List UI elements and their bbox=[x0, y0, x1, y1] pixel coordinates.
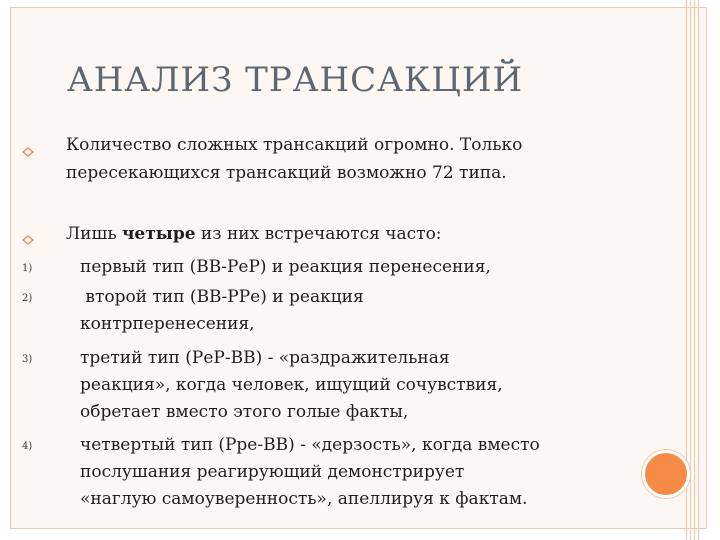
decorative-strip bbox=[686, 0, 700, 540]
item-3-line-2: реакция», когда человек, ищущий сочувствия, bbox=[80, 375, 503, 395]
bullet-1-line-1: Количество сложных трансакций огромно. Только bbox=[66, 135, 523, 155]
hollow-diamond-icon bbox=[22, 142, 34, 152]
slide-title: АНАЛИЗ ТРАНСАКЦИЙ bbox=[67, 60, 524, 100]
list-number-3: 3) bbox=[22, 354, 33, 365]
item-1-line-1: первый тип (ВВ-РеР) и реакция перенесения, bbox=[80, 257, 491, 277]
bullet-2-suffix: из них встречаются часто: bbox=[195, 224, 442, 244]
item-4-line-2: послушания реагирующий демонстрирует bbox=[80, 462, 465, 482]
hollow-diamond-icon bbox=[22, 230, 34, 240]
item-3-line-3: обретает вместо этого голые факты, bbox=[80, 402, 409, 422]
list-number-4: 4) bbox=[22, 441, 33, 452]
item-2-line-2: контрперенесения, bbox=[80, 314, 255, 334]
list-number-2: 2) bbox=[22, 293, 33, 304]
bullet-2-line bbox=[66, 223, 442, 245]
item-2-line-1: второй тип (ВВ-РРе) и реакция bbox=[80, 287, 364, 307]
bullet-2-prefix: Лишь bbox=[66, 224, 122, 244]
decorative-circle bbox=[642, 450, 690, 498]
list-number-1: 1) bbox=[22, 263, 33, 274]
bullet-2-bold: четыре bbox=[121, 224, 196, 244]
item-4-line-3: «наглую самоуверенность», апеллируя к фактам. bbox=[80, 489, 528, 509]
bullet-1-line-2: пересекающихся трансакций возможно 72 типа. bbox=[66, 163, 507, 183]
item-4-line-1: четвертый тип (Рре-ВВ) - «дерзость», когда вместо bbox=[80, 435, 540, 455]
item-3-line-1: третий тип (РеР-ВВ) - «раздражительная bbox=[80, 348, 450, 368]
